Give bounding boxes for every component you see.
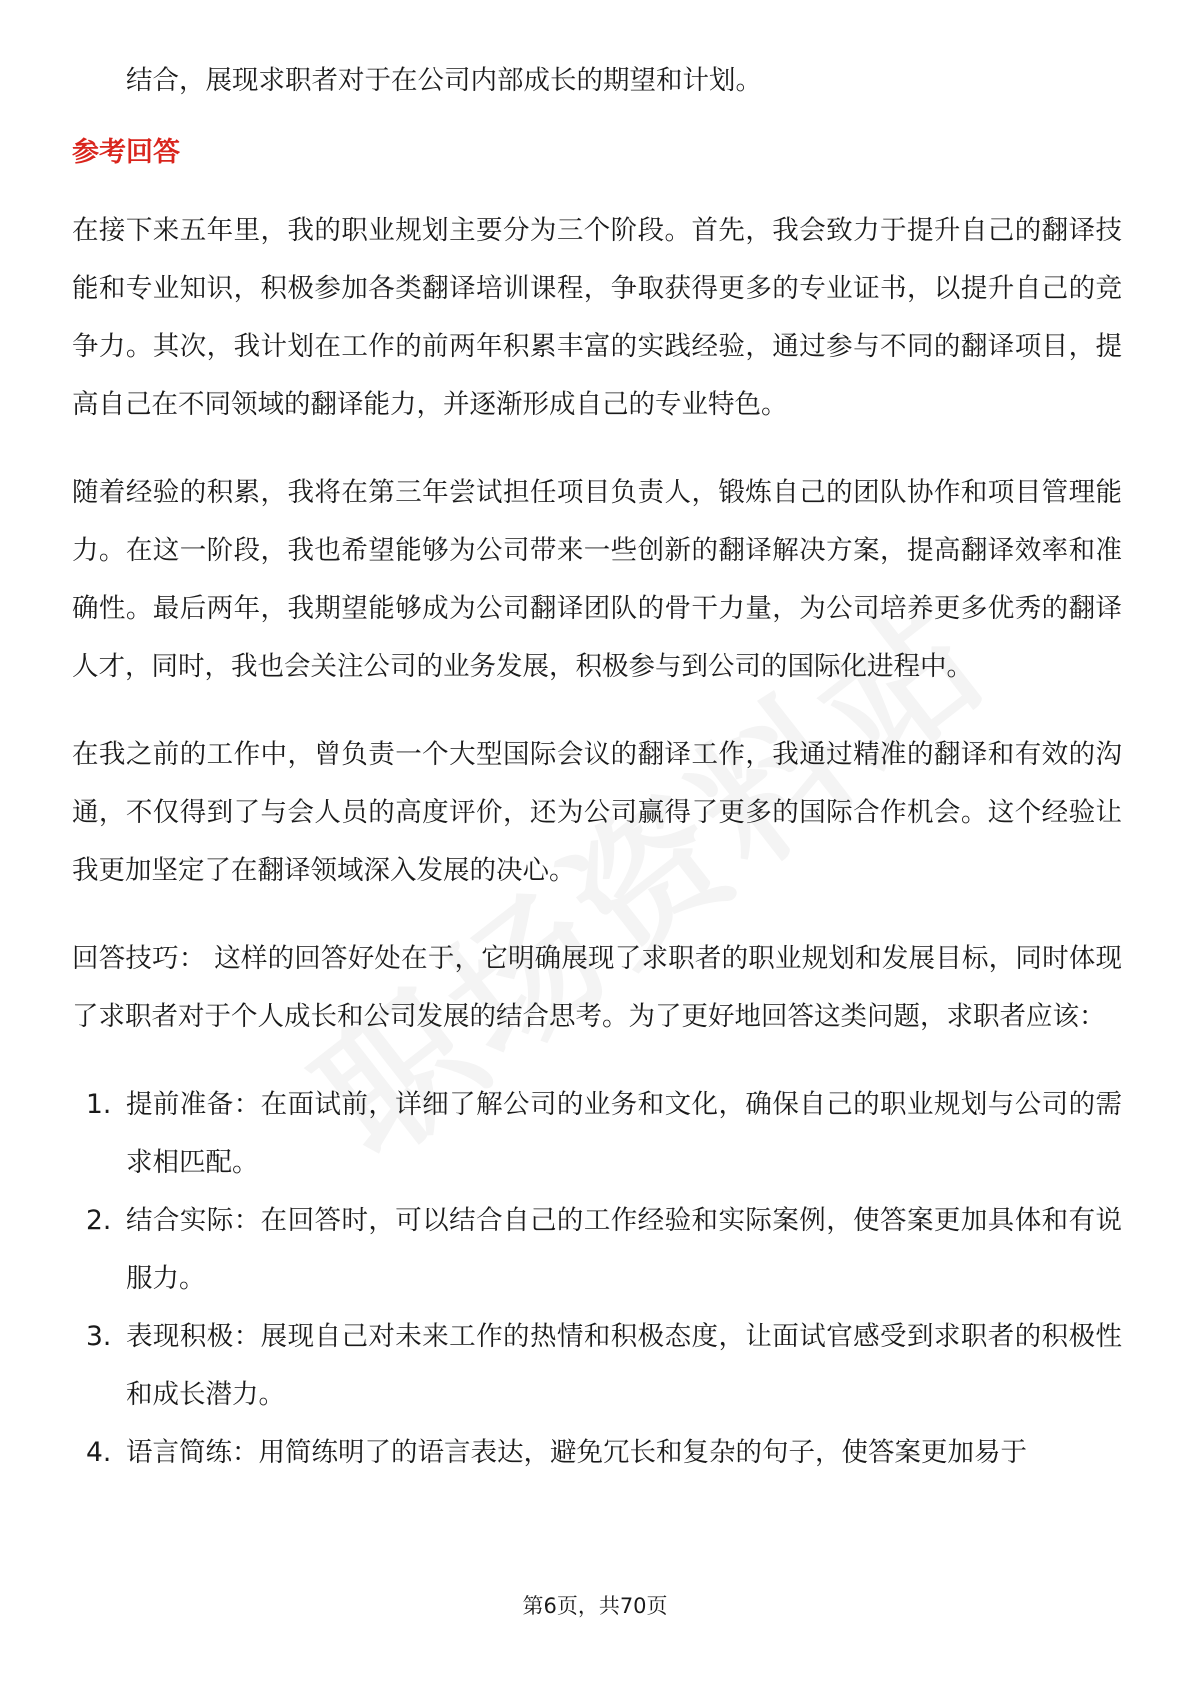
list-item bbox=[72, 1424, 1122, 1482]
page-content bbox=[72, 52, 1122, 1482]
list-item-text: 表现积极：展现自己对未来工作的热情和积极态度，让面试官感受到求职者的积极性和成长潜力。 bbox=[126, 1321, 1122, 1410]
answer-paragraph-2: 随着经验的积累，我将在第三年尝试担任项目负责人，锻炼自己的团队协作和项目管理能力。在这一阶段，我也希望能够为公司带来一些创新的翻译解决方案，提高翻译效率和准确性。最后两年，我期望能够成为公司翻译团队的骨干力量，为公司培养更多优秀的翻译人才，同时，我也会关注公司的业务发展，积极参与到公司的国际化进程中。 bbox=[72, 477, 1122, 682]
list-item bbox=[72, 1076, 1122, 1192]
list-item bbox=[72, 1192, 1122, 1308]
section-heading: 参考回答 bbox=[72, 137, 180, 168]
list-item-text: 结合实际：在回答时，可以结合自己的工作经验和实际案例，使答案更加具体和有说服力。 bbox=[126, 1205, 1122, 1294]
list-item bbox=[72, 1308, 1122, 1424]
answer-paragraph-1: 在接下来五年里，我的职业规划主要分为三个阶段。首先，我会致力于提升自己的翻译技能和专业知识，积极参加各类翻译培训课程，争取获得更多的专业证书，以提升自己的竞争力。其次，我计划在工作的前两年积累丰富的实践经验，通过参与不同的翻译项目，提高自己在不同领域的翻译能力，并逐渐形成自己的专业特色。 bbox=[72, 215, 1122, 420]
tips-intro-paragraph: 回答技巧： 这样的回答好处在于，它明确展现了求职者的职业规划和发展目标，同时体现了求职者对于个人成长和公司发展的结合思考。为了更好地回答这类问题，求职者应该： bbox=[72, 943, 1122, 1032]
list-item-number: 2. bbox=[86, 1205, 112, 1236]
list-item-text: 语言简练：用简练明了的语言表达，避免冗长和复杂的句子，使答案更加易于 bbox=[126, 1437, 1027, 1468]
answer-paragraph-3: 在我之前的工作中，曾负责一个大型国际会议的翻译工作，我通过精准的翻译和有效的沟通，不仅得到了与会人员的高度评价，还为公司赢得了更多的国际合作机会。这个经验让我更加坚定了在翻译领域深入发展的决心。 bbox=[72, 739, 1122, 886]
page-number-footer: 第6页，共70页 bbox=[522, 1594, 668, 1618]
list-item-number: 4. bbox=[86, 1437, 112, 1468]
list-item-text: 提前准备：在面试前，详细了解公司的业务和文化，确保自己的职业规划与公司的需求相匹配。 bbox=[126, 1089, 1122, 1178]
list-item-number: 1. bbox=[86, 1089, 112, 1120]
list-item-number: 3. bbox=[86, 1321, 112, 1352]
intro-tail-text: 结合，展现求职者对于在公司内部成长的期望和计划。 bbox=[126, 65, 762, 96]
tips-list bbox=[72, 1076, 1122, 1482]
